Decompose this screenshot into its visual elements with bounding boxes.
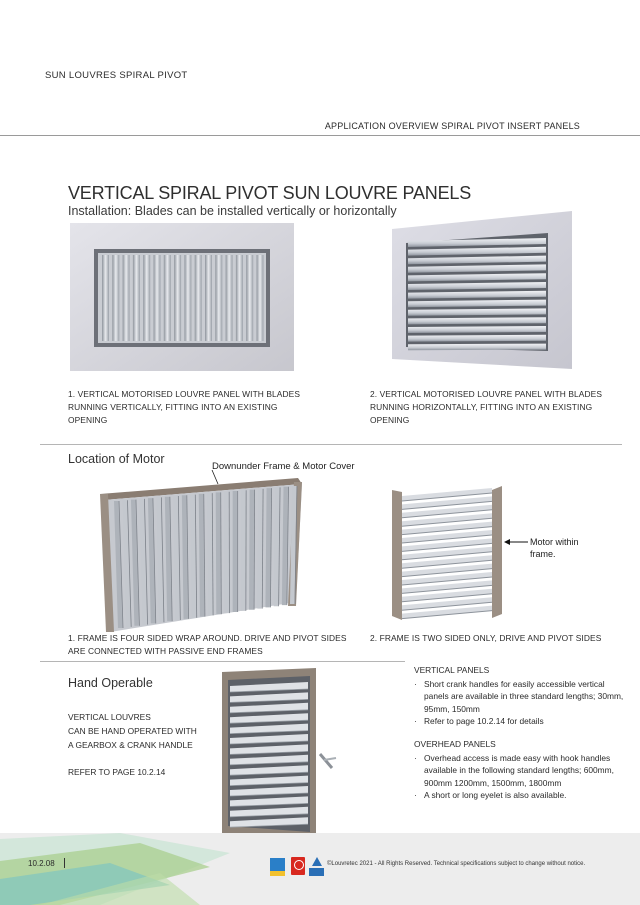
panel-options	[414, 664, 628, 802]
vertical-panels-item: · Short crank handles for easily accessible vertical panels are available in three standard lengths; 30mm, 95mm, 150mm	[414, 678, 628, 716]
bim-file-icon[interactable]	[309, 857, 324, 876]
hand-description: VERTICAL LOUVRES CAN BE HAND OPERATED WITH A GEARBOX & CRANK HANDLE	[68, 712, 197, 750]
vertical-blades-panel-image	[70, 223, 294, 371]
louvre-blade	[257, 489, 262, 609]
section-divider-2	[40, 661, 405, 662]
motor-section-title: Location of Motor	[68, 452, 165, 466]
hand-section-title: Hand Operable	[68, 676, 153, 690]
vertical-panels-item: · Refer to page 10.2.14 for details	[414, 715, 628, 728]
louvre-blade	[246, 255, 253, 341]
louvre-blade	[408, 317, 546, 324]
louvre-blade	[216, 492, 221, 614]
frame-motor-cover-label: Downunder Frame & Motor Cover	[212, 461, 355, 472]
louvre-blade	[207, 493, 212, 615]
louvre-blade	[184, 255, 191, 341]
header-divider	[0, 135, 640, 136]
louvre-blade	[102, 255, 109, 341]
hand-reference: REFER TO PAGE 10.2.14	[68, 767, 166, 777]
overhead-panels-heading: OVERHEAD PANELS	[414, 738, 496, 749]
two-sided-frame-image	[388, 470, 624, 628]
dwg-file-icon[interactable]	[270, 858, 285, 876]
vertical-panels-heading: VERTICAL PANELS	[414, 665, 490, 675]
motor-within-frame-label: Motor within frame.	[530, 537, 579, 559]
louvre-blade	[226, 255, 233, 341]
page-title: VERTICAL SPIRAL PIVOT SUN LOUVRE PANELS	[68, 183, 472, 203]
louvre-blade	[408, 335, 546, 342]
louvre-blade	[133, 255, 140, 341]
installation-caption-1: 1. VERTICAL MOTORISED LOUVRE PANEL WITH BLADES RUNNING VERTICALLY, FITTING INTO AN EXISTING OPENING	[68, 389, 301, 425]
louvre-blade	[195, 255, 202, 341]
louvre-blade	[164, 255, 171, 341]
copyright-notice: ©Louvretec 2021 - All Rights Reserved. Technical specifications subject to change without notice.	[327, 861, 586, 867]
page-number: 10.2.08	[28, 859, 55, 868]
louvre-blade	[233, 491, 238, 612]
louvre-blade	[123, 255, 130, 341]
louvre-blade	[236, 255, 243, 341]
four-sided-frame-image	[98, 470, 306, 632]
header-title: SUN LOUVRES SPIRAL PIVOT	[45, 70, 188, 81]
louvre-blade	[408, 344, 546, 351]
page-number-divider	[64, 858, 65, 868]
louvre-blade	[174, 255, 181, 341]
louvre-blade	[143, 255, 150, 341]
section-divider-1	[40, 444, 622, 445]
horizontal-blades-panel-image	[388, 211, 572, 369]
louvre-blade	[408, 326, 546, 333]
installation-caption-2: 2. VERTICAL MOTORISED LOUVRE PANEL WITH BLADES RUNNING HORIZONTALLY, FITTING INTO AN EXISTING OPENING	[370, 389, 603, 425]
crank-handle-icon	[320, 754, 332, 768]
frame-label-arrow	[212, 470, 218, 484]
overhead-panels-item: · A short or long eyelet is also available.	[414, 789, 628, 802]
page-subtitle: Installation: Blades can be installed vertically or horizontally	[68, 204, 397, 218]
louvre-blade	[205, 255, 212, 341]
header-subtitle: APPLICATION OVERVIEW SPIRAL PIVOT INSERT PANELS	[324, 121, 580, 131]
hand-operable-panel-image	[220, 668, 342, 840]
louvre-blade	[241, 490, 246, 611]
motor-caption-1: 1. FRAME IS FOUR SIDED WRAP AROUND. DRIVE AND PIVOT SIDES ARE CONNECTED WITH PASSIVE END FRAMES	[68, 633, 347, 656]
louvre-blade	[221, 492, 222, 614]
louvre-blade	[112, 255, 119, 341]
louvre-blade	[154, 255, 161, 341]
louvre-blade	[249, 490, 254, 610]
motor-caption-2: 2. FRAME IS TWO SIDED ONLY, DRIVE AND PIVOT SIDES	[370, 633, 602, 643]
overhead-panels-item: · Overhead access is made easy with hook handles available in the following standard lengths; 600mm, 900mm 1200mm, 1500mm, 1800mm	[414, 752, 628, 790]
louvre-blade	[215, 255, 222, 341]
louvre-blade	[257, 255, 264, 341]
pdf-file-icon[interactable]	[291, 857, 305, 875]
louvre-blade	[224, 492, 229, 613]
